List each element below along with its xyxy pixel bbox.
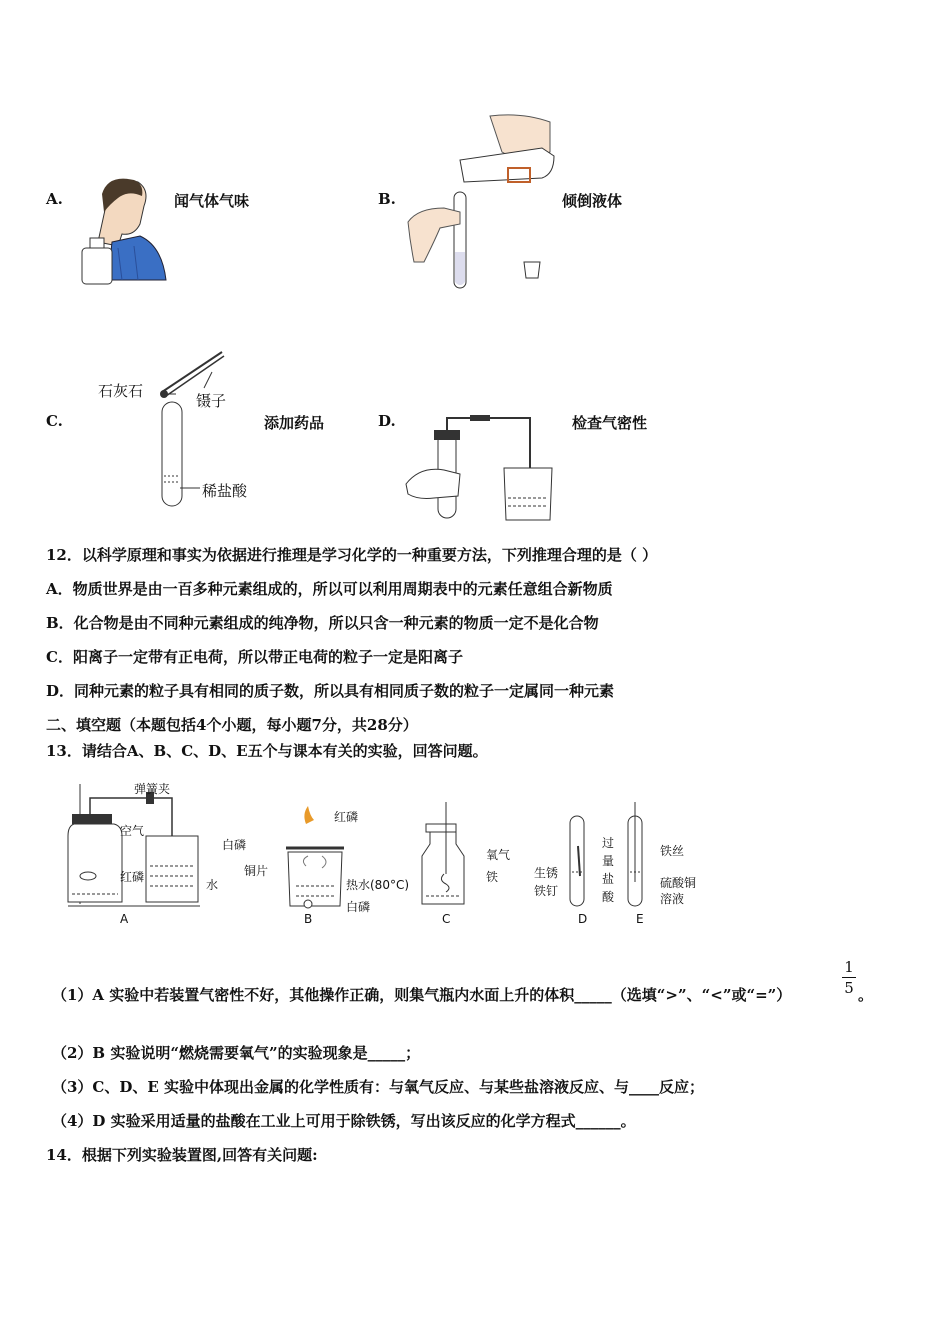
fraction-numerator: 1 bbox=[844, 958, 854, 976]
q13-sub2: （2）B 实验说明“燃烧需要氧气”的实验现象是_____； bbox=[52, 1044, 421, 1062]
option-c-letter: C. bbox=[46, 412, 63, 430]
label-excess-2: 量 bbox=[602, 854, 615, 868]
q13-sub3: （3）C、D、E 实验中体现出金属的化学性质有：与氧气反应、与某些盐溶液反应、与____反应； bbox=[52, 1078, 705, 1096]
pour-liquid-illustration bbox=[404, 112, 560, 292]
q12-option-b: B．化合物是由不同种元素组成的纯净物，所以只含一种元素的物质一定不是化合物 bbox=[46, 614, 599, 632]
label-exp-c: C bbox=[442, 912, 451, 926]
label-dilute-hcl: 稀盐酸 bbox=[202, 482, 248, 500]
fraction-one-fifth bbox=[842, 958, 856, 997]
option-b-caption: 倾倒液体 bbox=[562, 192, 623, 210]
label-water: 水 bbox=[206, 878, 219, 892]
label-exp-d: D bbox=[578, 912, 588, 926]
label-white-phosphorus-bottom: 白磷 bbox=[346, 900, 371, 914]
label-air: 空气 bbox=[120, 824, 145, 838]
q13-sub1: （1）A 实验中若装置气密性不好，其他操作正确，则集气瓶内水面上升的体积_____（选填“>”、“<”或“=”） bbox=[52, 986, 792, 1004]
q12-option-d: D．同种元素的粒子具有相同的质子数，所以具有相同质子数的粒子一定属同一种元素 bbox=[46, 682, 615, 700]
option-a-letter: A. bbox=[46, 190, 63, 208]
label-white-phosphorus-top: 白磷 bbox=[222, 838, 247, 852]
q13-sub1-end: 。 bbox=[858, 986, 874, 1004]
section-2-title: 二、填空题（本题包括4个小题，每小题7分，共28分） bbox=[46, 716, 418, 734]
label-iron-wire: 铁丝 bbox=[660, 844, 685, 858]
label-limestone: 石灰石 bbox=[98, 382, 144, 400]
label-iron: 铁 bbox=[486, 870, 499, 884]
label-excess-3: 盐 bbox=[602, 872, 615, 886]
q13-experiments-figure bbox=[60, 776, 720, 926]
fraction-denominator: 5 bbox=[844, 979, 854, 997]
label-excess-4: 酸 bbox=[602, 890, 615, 904]
label-rusty: 生锈 bbox=[534, 866, 559, 880]
smell-gas-illustration bbox=[78, 176, 174, 286]
q12-stem: 12．以科学原理和事实为依据进行推理是学习化学的一种重要方法，下列推理合理的是（ ） bbox=[46, 546, 658, 564]
label-solution: 溶液 bbox=[660, 892, 685, 906]
option-c-caption: 添加药品 bbox=[264, 414, 325, 432]
option-b-letter: B. bbox=[378, 190, 396, 208]
label-exp-e: E bbox=[636, 912, 644, 926]
label-cuso4: 硫酸铜 bbox=[660, 876, 697, 890]
label-exp-a: A bbox=[120, 912, 129, 926]
label-oxygen: 氧气 bbox=[486, 848, 511, 862]
label-exp-b: B bbox=[304, 912, 313, 926]
label-nail: 铁钉 bbox=[534, 884, 559, 898]
label-tweezers: 镊子 bbox=[196, 392, 227, 410]
fraction-bar bbox=[842, 977, 856, 978]
label-copper-sheet: 铜片 bbox=[244, 864, 269, 878]
label-hot-water: 热水(80°C) bbox=[346, 878, 410, 892]
q12-option-c: C．阳离子一定带有正电荷，所以带正电荷的粒子一定是阳离子 bbox=[46, 648, 463, 666]
airtightness-check-illustration bbox=[404, 412, 564, 524]
q14-stem: 14．根据下列实验装置图,回答有关问题: bbox=[46, 1146, 318, 1164]
label-spring-clip: 弹簧夹 bbox=[134, 782, 171, 796]
option-a-caption: 闻气体气味 bbox=[174, 192, 250, 210]
label-red-phosphorus-b: 红磷 bbox=[334, 810, 359, 824]
q13-stem: 13．请结合A、B、C、D、E五个与课本有关的实验，回答问题。 bbox=[46, 742, 488, 760]
option-d-caption: 检查气密性 bbox=[572, 414, 648, 432]
q12-option-a: A．物质世界是由一百多种元素组成的，所以可以利用周期表中的元素任意组合新物质 bbox=[46, 580, 613, 598]
option-d-letter: D. bbox=[378, 412, 396, 430]
q13-sub4: （4）D 实验采用适量的盐酸在工业上可用于除铁锈，写出该反应的化学方程式______。 bbox=[52, 1112, 636, 1130]
label-red-phosphorus-a: 红磷 bbox=[120, 870, 145, 884]
label-excess-1: 过 bbox=[602, 836, 615, 850]
